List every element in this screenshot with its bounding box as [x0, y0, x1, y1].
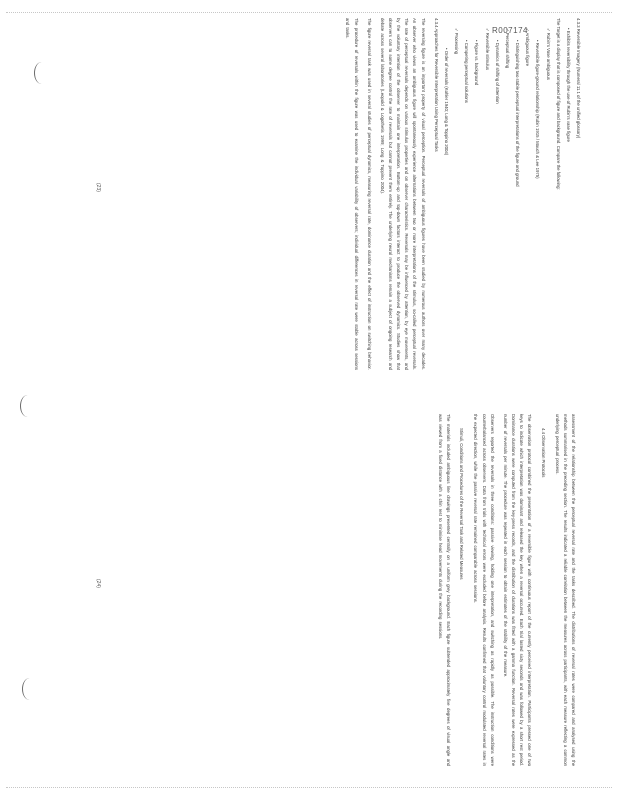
paragraph: The procedure of reversals within the figure was used to examine the individual variability of observers; individual differences in reversal rate were stable across sessions and tasks.	[345, 18, 359, 370]
page-number: (24)	[95, 579, 101, 588]
list-item: • Reversible figure-ground relationship (Rubin 1915 / Mauch & Lee 1975)	[535, 40, 541, 179]
section-heading: 4.3.4 Approaches for Reversible Interpretation Using Perceptual Tasks	[433, 18, 439, 152]
paragraph: The materials included ambiguous line drawings presented centrally on a uniform grey background. Each figure subtended approximately five degrees of visual angle and was viewed from a fixed distance with a chin rest to minimise head movements during the recording sessions.	[437, 414, 452, 766]
section-heading: 4.4 Observation Protocols	[540, 428, 546, 478]
paragraph: The figure reversal task was used in several studies of perceptual dynamics, measuring reversal rate, dominance duration and the effect of instruction on switching behavior.	[366, 18, 372, 370]
section-heading: Stimuli, Conditions and Procedures of the Reversal Task and Related Measures	[459, 428, 465, 580]
list-item: ✓ Processing	[454, 28, 460, 55]
list-item: • Competing perceptual solutions	[464, 40, 470, 103]
list-item: ✓ Reversible stimulus	[484, 28, 490, 71]
paragraph: The reversing figure is an important property of visual perception. Perceptual reversals of ambiguous figures have been studied by numerous authors over many decades. An observer who views an ambiguous figure will spontaneously experience alternations between two or more interpretations of the stimulus, so-called perceptual reversals. The rate of perceptual reversals depends on various stimulus properties and on observer characteristics. Reversals may be influenced by attention, by eye movements, and by the voluntary intention of the observer to maintain one interpretation. Bottom-up and top-down factors interact to produce the observed dynamics. Studies show that observers can to some degree control the rate of reversals but cannot prevent them entirely. The underlying neural mechanisms remain a subject of ongoing research and debate across several laboratories (Leopold & Logothetis 1999; Long & Toppino 2004).	[379, 18, 426, 370]
list-item: • Order of reversals (Kohler 1940; Long & Toppino 2004)	[443, 48, 449, 156]
paragraph: The observation protocol combined the presentation of a reversible figure with continuous report of the currently perceived interpretation. Participants pressed one of two keys to indicate which interpretation was dominant and released the key when a reversal occurred. Each trial lasted sixty seconds and was followed by a short rest period. Dominance durations were computed from the key-press records, and the distribution of durations was fitted with a gamma function. Reversal rates were expressed as the number of reversals per minute. The procedure was repeated in each session to obtain estimates of the stability of the measure.	[502, 414, 533, 766]
paragraph: assessment of the relationship between the perceptual reversal rate and the tasks described. The distributions of reversal rates were compared and analysed using the methods summarised in the preceding section. The results indicated a reliable correlation between the measures across participants, with each measure reflecting a common underlying perceptual process.	[554, 414, 576, 766]
document-id: R007174	[492, 26, 528, 35]
list-item: ✓ Perceptual shifting	[504, 28, 510, 69]
paragraph: Observers reported the reversals in three conditions: passive viewing, holding one interpretation, and switching as rapidly as possible. The instruction conditions were counterbalanced across observers. Data from trials with technical errors were excluded before analysis. Results confirmed that voluntary control modulated reversal rates in the expected direction, while the passive reversal rate remained comparable across sessions.	[473, 414, 495, 766]
list-item: • Exhibits reversibility through the use of Rubin's vase figure	[565, 28, 571, 142]
section-heading: 4.3.3 Reversible Imagery (Numeral 11.1 of the unified glossary)	[576, 18, 581, 139]
page-number: (23)	[95, 183, 101, 192]
right-page	[82, 414, 582, 766]
list-item: ✓ Rubin's Vase ambiguous	[545, 28, 551, 80]
left-page	[82, 18, 582, 370]
list-item: • Distinguishing two stable perceptual interpretations of the figure and ground	[515, 40, 521, 187]
list-item: ✓ Ambiguous figure	[525, 28, 531, 66]
list-item: • Figure vs. background	[474, 40, 480, 86]
list-item: • Dynamics of shifting of attention	[494, 40, 500, 104]
list-intro: The Target is a display that is composed of figure and background. Compare the following:	[555, 18, 561, 190]
